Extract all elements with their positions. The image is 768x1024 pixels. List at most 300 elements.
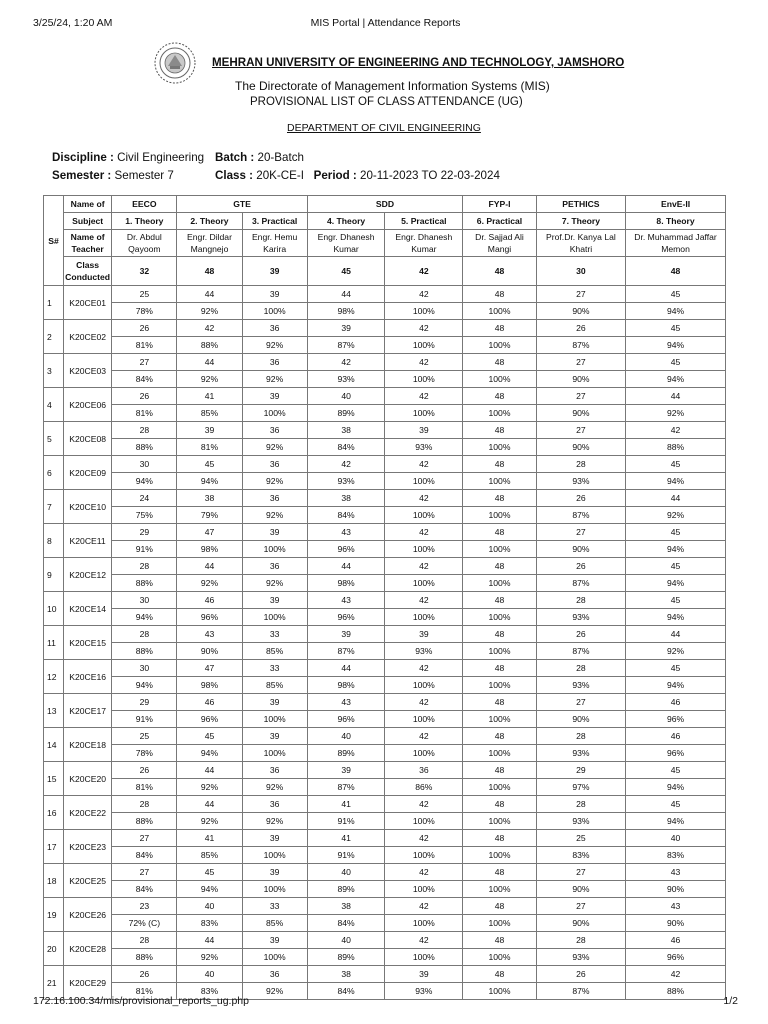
attendance-percent: 96% xyxy=(626,711,726,728)
attended-count: 42 xyxy=(385,728,463,745)
attendance-percent: 91% xyxy=(112,711,177,728)
student-id: K20CE29 xyxy=(63,966,111,1000)
attendance-percent: 100% xyxy=(463,541,537,558)
attended-count: 48 xyxy=(463,694,537,711)
attendance-percent: 100% xyxy=(463,983,537,1000)
student-id: K20CE01 xyxy=(63,286,111,320)
attendance-percent: 100% xyxy=(385,881,463,898)
attended-count: 39 xyxy=(307,320,385,337)
attendance-percent: 100% xyxy=(463,439,537,456)
student-id: K20CE18 xyxy=(63,728,111,762)
attended-count: 28 xyxy=(536,660,625,677)
attended-count: 26 xyxy=(536,626,625,643)
attendance-percent: 84% xyxy=(307,983,385,1000)
attended-count: 45 xyxy=(177,456,242,473)
teacher-name: Dr. Muhammad Jaffar Memon xyxy=(626,230,726,257)
student-row xyxy=(44,592,726,609)
attendance-percent: 85% xyxy=(242,915,307,932)
teacher-header-row xyxy=(44,230,726,257)
attended-count: 36 xyxy=(385,762,463,779)
attendance-percent: 87% xyxy=(307,337,385,354)
attendance-percent: 91% xyxy=(307,813,385,830)
student-percent-row xyxy=(44,575,726,592)
attended-count: 23 xyxy=(112,898,177,915)
attendance-percent: 100% xyxy=(463,609,537,626)
group-header-row xyxy=(44,196,726,213)
attendance-percent: 100% xyxy=(242,881,307,898)
class-conducted-value: 42 xyxy=(385,257,463,286)
student-percent-row xyxy=(44,711,726,728)
attendance-percent: 100% xyxy=(463,575,537,592)
attendance-percent: 100% xyxy=(385,711,463,728)
attendance-percent: 90% xyxy=(536,915,625,932)
group-header: PETHICS xyxy=(536,196,625,213)
attended-count: 39 xyxy=(307,626,385,643)
attended-count: 40 xyxy=(177,898,242,915)
attended-count: 44 xyxy=(177,558,242,575)
student-percent-row xyxy=(44,949,726,966)
attendance-percent: 92% xyxy=(242,507,307,524)
class-conducted-value: 39 xyxy=(242,257,307,286)
attendance-percent: 89% xyxy=(307,949,385,966)
attended-count: 44 xyxy=(177,286,242,303)
attended-count: 28 xyxy=(112,422,177,439)
attended-count: 48 xyxy=(463,898,537,915)
attended-count: 30 xyxy=(112,456,177,473)
attended-count: 30 xyxy=(112,660,177,677)
student-row xyxy=(44,320,726,337)
student-id: K20CE03 xyxy=(63,354,111,388)
attendance-percent: 100% xyxy=(242,949,307,966)
attendance-percent: 81% xyxy=(112,337,177,354)
attendance-percent: 100% xyxy=(385,813,463,830)
attendance-percent: 100% xyxy=(463,915,537,932)
subject-header: 1. Theory xyxy=(112,213,177,230)
subject-header: 8. Theory xyxy=(626,213,726,230)
attendance-percent: 84% xyxy=(307,507,385,524)
attendance-percent: 93% xyxy=(536,473,625,490)
attended-count: 44 xyxy=(177,932,242,949)
student-row xyxy=(44,456,726,473)
attendance-percent: 92% xyxy=(177,779,242,796)
semester-value: Semester 7 xyxy=(114,169,174,182)
attendance-percent: 88% xyxy=(626,983,726,1000)
attendance-percent: 94% xyxy=(626,371,726,388)
university-name: MEHRAN UNIVERSITY OF ENGINEERING AND TECHNOLOGY, JAMSHORO xyxy=(212,56,625,69)
attended-count: 45 xyxy=(626,286,726,303)
attended-count: 39 xyxy=(385,422,463,439)
attended-count: 42 xyxy=(385,932,463,949)
student-percent-row xyxy=(44,915,726,932)
attendance-percent: 93% xyxy=(536,813,625,830)
attended-count: 47 xyxy=(177,660,242,677)
attendance-percent: 87% xyxy=(536,507,625,524)
attended-count: 46 xyxy=(626,694,726,711)
attended-count: 43 xyxy=(177,626,242,643)
browser-header xyxy=(33,17,738,31)
student-row xyxy=(44,286,726,303)
attended-count: 28 xyxy=(112,932,177,949)
attendance-percent: 81% xyxy=(177,439,242,456)
attended-count: 42 xyxy=(385,354,463,371)
class-conducted-value: 48 xyxy=(177,257,242,286)
student-row xyxy=(44,932,726,949)
attendance-percent: 92% xyxy=(242,575,307,592)
attendance-percent: 94% xyxy=(626,303,726,320)
page-title: MIS Portal | Attendance Reports xyxy=(310,17,461,29)
attended-count: 39 xyxy=(242,524,307,541)
student-percent-row xyxy=(44,371,726,388)
teacher-name: Engr. Dildar Mangnejo xyxy=(177,230,242,257)
attended-count: 48 xyxy=(463,830,537,847)
attendance-percent: 81% xyxy=(112,405,177,422)
attended-count: 28 xyxy=(112,558,177,575)
attended-count: 27 xyxy=(536,864,625,881)
serial-number: 10 xyxy=(44,592,64,626)
student-id: K20CE02 xyxy=(63,320,111,354)
attended-count: 38 xyxy=(307,422,385,439)
attended-count: 36 xyxy=(242,966,307,983)
attendance-percent: 88% xyxy=(626,439,726,456)
attendance-percent: 87% xyxy=(536,983,625,1000)
semester-info xyxy=(52,169,174,182)
attended-count: 27 xyxy=(536,694,625,711)
attended-count: 42 xyxy=(385,286,463,303)
attendance-percent: 86% xyxy=(385,779,463,796)
attended-count: 42 xyxy=(177,320,242,337)
student-percent-row xyxy=(44,507,726,524)
attendance-percent: 72% (C) xyxy=(112,915,177,932)
attendance-percent: 100% xyxy=(463,371,537,388)
serial-number: 7 xyxy=(44,490,64,524)
attendance-percent: 90% xyxy=(536,371,625,388)
attended-count: 48 xyxy=(463,490,537,507)
student-id: K20CE25 xyxy=(63,864,111,898)
student-row xyxy=(44,524,726,541)
student-percent-row xyxy=(44,881,726,898)
attended-count: 26 xyxy=(536,490,625,507)
attendance-percent: 100% xyxy=(385,473,463,490)
attendance-percent: 93% xyxy=(536,677,625,694)
attended-count: 36 xyxy=(242,558,307,575)
class-value: 20K-CE-I xyxy=(256,169,304,182)
student-percent-row xyxy=(44,337,726,354)
attended-count: 48 xyxy=(463,320,537,337)
attended-count: 48 xyxy=(463,762,537,779)
batch-value: 20-Batch xyxy=(257,151,304,164)
attendance-percent: 96% xyxy=(626,949,726,966)
student-id: K20CE12 xyxy=(63,558,111,592)
attended-count: 42 xyxy=(385,456,463,473)
attended-count: 48 xyxy=(463,626,537,643)
subject-header: 3. Practical xyxy=(242,213,307,230)
attended-count: 26 xyxy=(112,762,177,779)
attendance-percent: 92% xyxy=(626,405,726,422)
attended-count: 28 xyxy=(112,626,177,643)
sno-header: S# xyxy=(44,196,64,286)
teacher-name: Engr. Hemu Karira xyxy=(242,230,307,257)
attendance-table xyxy=(43,195,726,1000)
attendance-percent: 100% xyxy=(385,949,463,966)
attendance-percent: 75% xyxy=(112,507,177,524)
student-id: K20CE11 xyxy=(63,524,111,558)
attendance-percent: 98% xyxy=(177,677,242,694)
attended-count: 42 xyxy=(385,388,463,405)
student-row xyxy=(44,422,726,439)
attended-count: 45 xyxy=(626,354,726,371)
subject-header: 7. Theory xyxy=(536,213,625,230)
attendance-percent: 83% xyxy=(177,915,242,932)
attended-count: 40 xyxy=(307,932,385,949)
attended-count: 40 xyxy=(626,830,726,847)
period-value: 20-11-2023 TO 22-03-2024 xyxy=(360,169,500,182)
student-percent-row xyxy=(44,473,726,490)
attended-count: 44 xyxy=(626,490,726,507)
attendance-percent: 94% xyxy=(177,745,242,762)
serial-number: 20 xyxy=(44,932,64,966)
attendance-percent: 96% xyxy=(307,541,385,558)
attendance-percent: 100% xyxy=(385,677,463,694)
attended-count: 42 xyxy=(385,694,463,711)
attended-count: 44 xyxy=(626,388,726,405)
attended-count: 39 xyxy=(242,728,307,745)
attendance-percent: 100% xyxy=(463,303,537,320)
student-id: K20CE15 xyxy=(63,626,111,660)
student-percent-row xyxy=(44,541,726,558)
attendance-percent: 78% xyxy=(112,303,177,320)
attended-count: 41 xyxy=(177,830,242,847)
attendance-percent: 92% xyxy=(242,813,307,830)
attendance-percent: 100% xyxy=(385,609,463,626)
attended-count: 48 xyxy=(463,932,537,949)
attended-count: 42 xyxy=(307,456,385,473)
student-row xyxy=(44,830,726,847)
attended-count: 27 xyxy=(536,354,625,371)
attended-count: 42 xyxy=(385,320,463,337)
attended-count: 43 xyxy=(307,592,385,609)
student-percent-row xyxy=(44,677,726,694)
attendance-percent: 100% xyxy=(242,609,307,626)
group-header: EnvE-II xyxy=(626,196,726,213)
attended-count: 33 xyxy=(242,898,307,915)
attended-count: 36 xyxy=(242,796,307,813)
attended-count: 39 xyxy=(385,966,463,983)
teacher-name: Prof.Dr. Kanya Lal Khatri xyxy=(536,230,625,257)
attended-count: 42 xyxy=(626,966,726,983)
attended-count: 44 xyxy=(307,558,385,575)
attendance-percent: 100% xyxy=(463,745,537,762)
serial-number: 1 xyxy=(44,286,64,320)
attended-count: 44 xyxy=(177,762,242,779)
attendance-percent: 100% xyxy=(385,507,463,524)
student-id: K20CE10 xyxy=(63,490,111,524)
attended-count: 39 xyxy=(242,388,307,405)
attended-count: 36 xyxy=(242,490,307,507)
attended-count: 27 xyxy=(112,830,177,847)
teacher-name: Engr. Dhanesh Kumar xyxy=(307,230,385,257)
class-info xyxy=(215,169,500,182)
student-row xyxy=(44,728,726,745)
attendance-percent: 88% xyxy=(112,439,177,456)
batch-info xyxy=(215,151,304,164)
attendance-percent: 88% xyxy=(112,575,177,592)
attendance-percent: 100% xyxy=(242,405,307,422)
attendance-percent: 93% xyxy=(385,643,463,660)
attended-count: 44 xyxy=(307,660,385,677)
serial-number: 21 xyxy=(44,966,64,1000)
student-percent-row xyxy=(44,643,726,660)
attendance-percent: 94% xyxy=(626,609,726,626)
attendance-percent: 97% xyxy=(536,779,625,796)
attendance-percent: 100% xyxy=(242,847,307,864)
student-row xyxy=(44,388,726,405)
attendance-percent: 81% xyxy=(112,779,177,796)
student-row xyxy=(44,354,726,371)
serial-number: 13 xyxy=(44,694,64,728)
attended-count: 36 xyxy=(242,320,307,337)
attended-count: 26 xyxy=(536,320,625,337)
attended-count: 39 xyxy=(307,762,385,779)
attendance-percent: 84% xyxy=(112,847,177,864)
attendance-percent: 94% xyxy=(626,779,726,796)
attendance-percent: 87% xyxy=(536,643,625,660)
attendance-percent: 81% xyxy=(112,983,177,1000)
attended-count: 48 xyxy=(463,728,537,745)
student-row xyxy=(44,796,726,813)
attended-count: 38 xyxy=(307,898,385,915)
attendance-percent: 94% xyxy=(112,677,177,694)
class-conducted-value: 48 xyxy=(626,257,726,286)
attended-count: 26 xyxy=(536,558,625,575)
attended-count: 42 xyxy=(385,592,463,609)
semester-label: Semester : xyxy=(52,169,112,182)
attendance-percent: 94% xyxy=(626,337,726,354)
serial-number: 4 xyxy=(44,388,64,422)
attendance-percent: 92% xyxy=(626,643,726,660)
attendance-percent: 100% xyxy=(463,847,537,864)
teacher-name: Engr. Dhanesh Kumar xyxy=(385,230,463,257)
attendance-percent: 100% xyxy=(463,473,537,490)
attended-count: 28 xyxy=(536,796,625,813)
student-id: K20CE26 xyxy=(63,898,111,932)
serial-number: 3 xyxy=(44,354,64,388)
attendance-percent: 96% xyxy=(307,609,385,626)
teacher-name: Dr. Abdul Qayoom xyxy=(112,230,177,257)
attended-count: 46 xyxy=(626,932,726,949)
class-conducted-value: 48 xyxy=(463,257,537,286)
attendance-percent: 91% xyxy=(112,541,177,558)
group-header: EECO xyxy=(112,196,177,213)
attended-count: 48 xyxy=(463,660,537,677)
serial-number: 6 xyxy=(44,456,64,490)
serial-number: 2 xyxy=(44,320,64,354)
attendance-percent: 100% xyxy=(463,779,537,796)
attended-count: 25 xyxy=(536,830,625,847)
attendance-percent: 84% xyxy=(112,881,177,898)
attendance-percent: 94% xyxy=(112,609,177,626)
attendance-percent: 84% xyxy=(307,915,385,932)
list-title: PROVISIONAL LIST OF CLASS ATTENDANCE (UG) xyxy=(250,96,523,108)
serial-number: 9 xyxy=(44,558,64,592)
page-number: 1/2 xyxy=(723,995,738,1007)
student-id: K20CE20 xyxy=(63,762,111,796)
directorate-name: The Directorate of Management Information Systems (MIS) xyxy=(235,79,550,93)
attended-count: 27 xyxy=(536,422,625,439)
attended-count: 45 xyxy=(177,728,242,745)
attendance-percent: 96% xyxy=(626,745,726,762)
attendance-percent: 93% xyxy=(307,371,385,388)
attendance-percent: 92% xyxy=(242,473,307,490)
attendance-percent: 100% xyxy=(385,303,463,320)
attendance-percent: 100% xyxy=(385,915,463,932)
attendance-percent: 88% xyxy=(112,949,177,966)
attendance-percent: 92% xyxy=(242,371,307,388)
student-row xyxy=(44,694,726,711)
student-percent-row xyxy=(44,609,726,626)
attendance-percent: 83% xyxy=(536,847,625,864)
batch-label: Batch : xyxy=(215,151,255,164)
student-id: K20CE14 xyxy=(63,592,111,626)
attendance-percent: 90% xyxy=(626,881,726,898)
attendance-percent: 87% xyxy=(536,575,625,592)
attended-count: 48 xyxy=(463,422,537,439)
attended-count: 48 xyxy=(463,864,537,881)
attended-count: 42 xyxy=(626,422,726,439)
attendance-percent: 85% xyxy=(242,643,307,660)
student-percent-row xyxy=(44,405,726,422)
attended-count: 28 xyxy=(112,796,177,813)
attended-count: 48 xyxy=(463,524,537,541)
attended-count: 42 xyxy=(385,524,463,541)
attended-count: 27 xyxy=(536,898,625,915)
student-percent-row xyxy=(44,813,726,830)
attended-count: 38 xyxy=(307,966,385,983)
name-of-label: Name of xyxy=(63,196,111,213)
attended-count: 39 xyxy=(242,592,307,609)
attended-count: 39 xyxy=(242,286,307,303)
attended-count: 45 xyxy=(626,660,726,677)
attended-count: 44 xyxy=(177,354,242,371)
attended-count: 45 xyxy=(626,456,726,473)
attendance-percent: 92% xyxy=(177,303,242,320)
attendance-percent: 79% xyxy=(177,507,242,524)
attended-count: 46 xyxy=(177,694,242,711)
attendance-percent: 92% xyxy=(177,371,242,388)
attendance-percent: 100% xyxy=(385,745,463,762)
attendance-percent: 89% xyxy=(307,745,385,762)
attended-count: 30 xyxy=(112,592,177,609)
attended-count: 48 xyxy=(463,456,537,473)
attendance-percent: 98% xyxy=(177,541,242,558)
print-datetime: 3/25/24, 1:20 AM xyxy=(33,17,113,29)
student-row xyxy=(44,864,726,881)
attended-count: 26 xyxy=(536,966,625,983)
attended-count: 44 xyxy=(626,626,726,643)
subject-header: 4. Theory xyxy=(307,213,385,230)
attended-count: 48 xyxy=(463,286,537,303)
attended-count: 41 xyxy=(177,388,242,405)
attendance-percent: 90% xyxy=(536,881,625,898)
student-row xyxy=(44,626,726,643)
attendance-percent: 88% xyxy=(112,643,177,660)
attended-count: 43 xyxy=(307,694,385,711)
discipline-label: Discipline : xyxy=(52,151,114,164)
serial-number: 8 xyxy=(44,524,64,558)
attended-count: 39 xyxy=(242,830,307,847)
attended-count: 40 xyxy=(307,388,385,405)
attended-count: 28 xyxy=(536,592,625,609)
group-header: FYP-I xyxy=(463,196,537,213)
